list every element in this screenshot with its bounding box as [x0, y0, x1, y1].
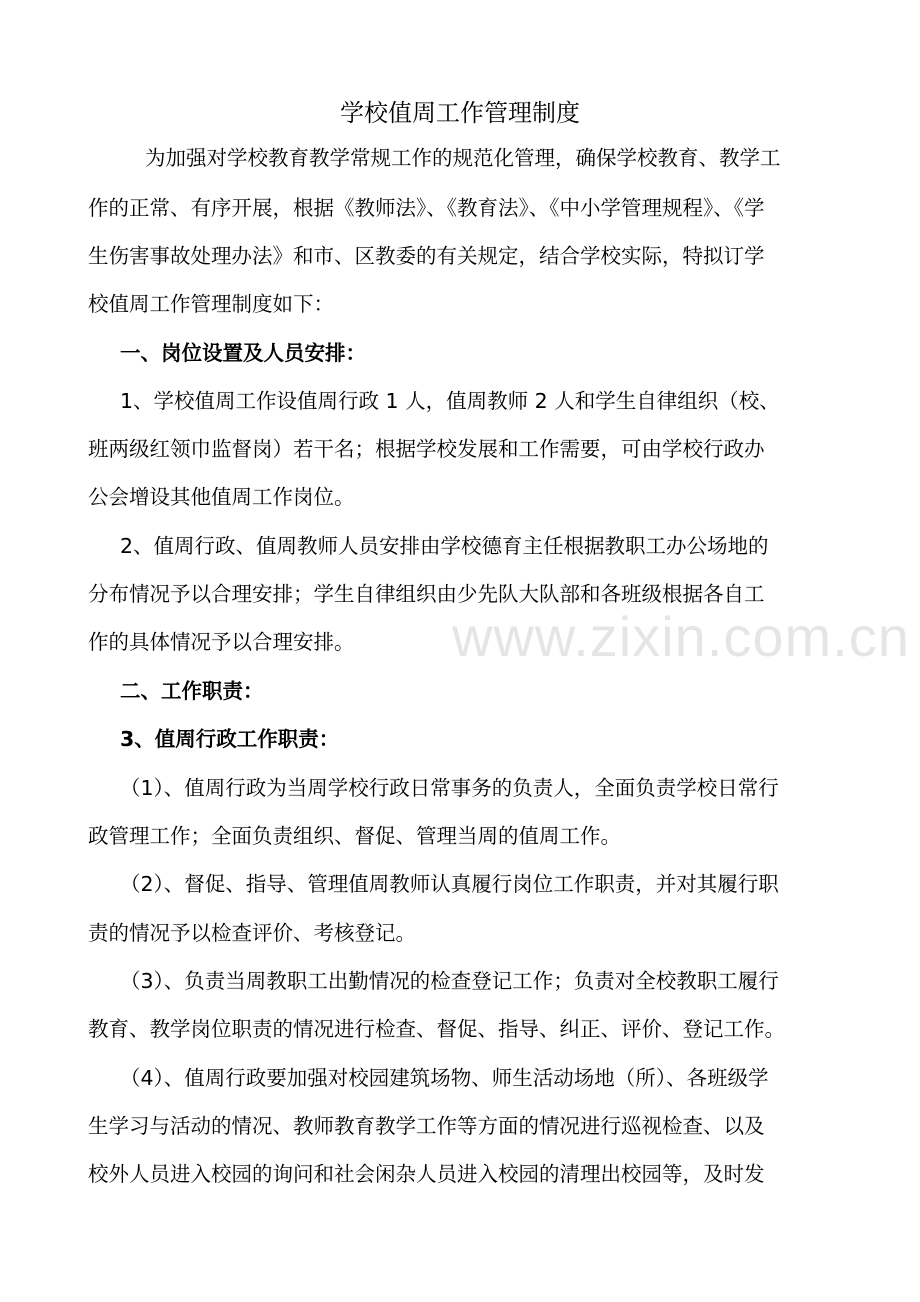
document-title: 学校值周工作管理制度 [340, 99, 580, 127]
document-page: 学校值周工作管理制度 为加强对学校教育教学常规工作的规范化管理，确保学校教育、教学工 作的正常、有序开展，根据《教师法》、《教育法》、《中小学管理规程》、《学 生伤害事故处理办法》和市、区教委的有关规定，结合学校实际，特拟订学 校值周工作管理制度如下： 一、岗位设置及人员安排： 1、学校值周工作设值周行政 1 人，值周教师 2 人和学生自律组织（校、 班两级红领巾监督岗）若干名；根据学校发展和工作需要，可由学校行政办 公会增设其他值周工作岗位。 2、值周行政、值周教师人员安排由学校德育主任根据教职工办公场地的 分布情况予以合理安排；学生自律组织由少先队大队部和各班级根据各自工 作的具体情况予以合理安排。 二、工作职责： 3、值周行政工作职责： （1）、值周行政为当周学校行政日常事务的负责人，全面负责学校日常行 政管理工作；全面负责组织、督促、管理当周的值周工作。 （2）、督促、指导、管理值周教师认真履行岗位工作职责，并对其履行职 责的情况予以检查评价、考核登记。 （3）、负责当周教职工出勤情况的检查登记工作；负责对全校教职工履行 教育、教学岗位职责的情况进行检查、督促、指导、纠正、评价、登记工作。 （4）、值周行政要加强对校园建筑场物、师生活动场地（所）、各班级学 生学习与活动的情况、教师教育教学工作等方面的情况进行巡视检查、以及 校外人员进入校园的询问和社会闲杂人员进入校园的清理出校园等，及时发 www.zixin.com.cn [0, 0, 920, 1302]
watermark: www.zixin.com.cn [452, 605, 910, 668]
